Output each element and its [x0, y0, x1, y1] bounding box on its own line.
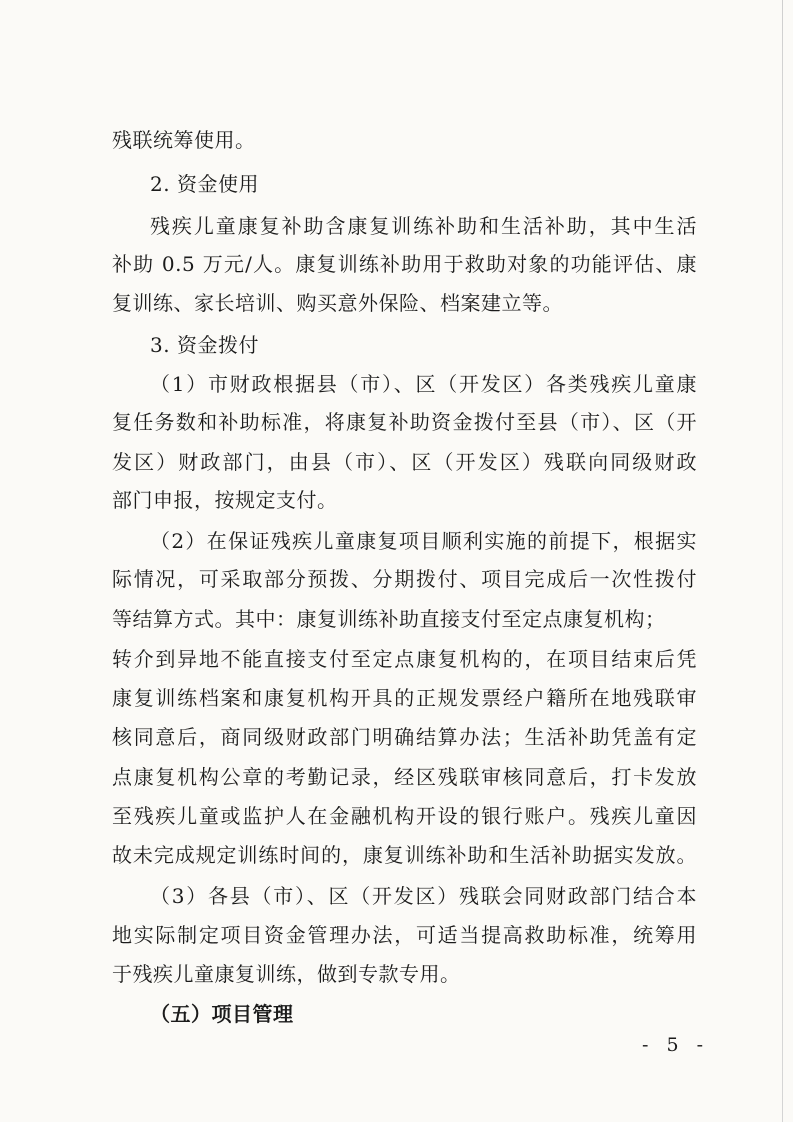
text-line: 于残疾儿童康复训练，做到专款专用。	[112, 962, 461, 986]
text-line: 复训练、家长培训、购买意外保险、档案建立等。	[112, 291, 563, 315]
text-line: （1）市财政根据县（市）、区（开发区）各类残疾儿童康	[150, 372, 697, 396]
text-line: 地实际制定项目资金管理办法，可适当提高救助标准，统筹用	[112, 923, 697, 947]
text-line: 复任务数和补助标准，将康复补助资金拨付至县（市）、区（开	[112, 410, 697, 434]
text-line: 核同意后，商同级财政部门明确结算办法；生活补助凭盖有定	[112, 725, 697, 749]
text-line: 故未完成规定训练时间的，康复训练补助和生活补助据实发放。	[112, 843, 697, 867]
page-number: - 5 -	[642, 1034, 710, 1056]
text-line: 发区）财政部门，由县（市）、区（开发区）残联向同级财政	[112, 450, 697, 474]
text-line: 补助 0.5 万元/人。康复训练补助用于救助对象的功能评估、康	[112, 252, 697, 276]
text-line: 残联统筹使用。	[112, 128, 256, 152]
section-heading: （五）项目管理	[150, 1002, 294, 1026]
subsection-heading-fund-allocation: 3. 资金拨付	[150, 333, 259, 357]
text-line: （3）各县（市）、区（开发区）残联会同财政部门结合本	[150, 884, 697, 908]
subsection-heading-fund-use: 2. 资金使用	[150, 172, 259, 196]
text-line: （2）在保证残疾儿童康复项目顺利实施的前提下，根据实	[150, 529, 697, 553]
text-line: 等结算方式。其中：康复训练补助直接支付至定点康复机构；	[112, 607, 666, 631]
text-line: 残疾儿童康复补助含康复训练补助和生活补助，其中生活	[150, 214, 697, 238]
text-line: 部门申报，按规定支付。	[112, 488, 338, 512]
scan-edge-divider	[782, 0, 783, 1122]
text-line: 际情况，可采取部分预拨、分期拨付、项目完成后一次性拨付	[112, 567, 697, 591]
text-line: 康复训练档案和康复机构开具的正规发票经户籍所在地残联审	[112, 686, 697, 710]
text-line: 点康复机构公章的考勤记录，经区残联审核同意后，打卡发放	[112, 765, 697, 789]
text-line: 至残疾儿童或监护人在金融机构开设的银行账户。残疾儿童因	[112, 804, 697, 828]
text-line: 转介到异地不能直接支付至定点康复机构的，在项目结束后凭	[112, 647, 697, 671]
